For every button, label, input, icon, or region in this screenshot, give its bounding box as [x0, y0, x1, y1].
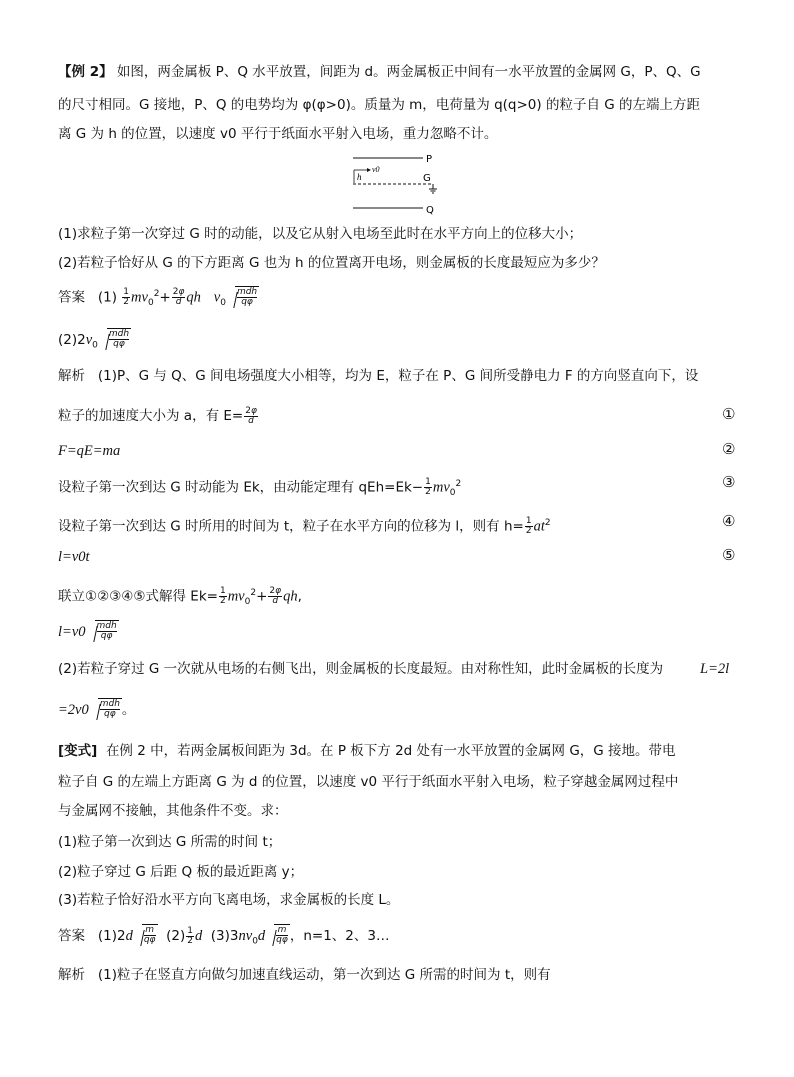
equation-number-1: ①	[722, 405, 736, 423]
variant-question-3: (3)若粒子恰好沿水平方向飞离电场，求金属板的长度 L。	[58, 892, 400, 908]
equation-number-2: ②	[722, 440, 736, 458]
variant-analysis-label: 解析	[58, 967, 85, 983]
equation-2: F=qE=ma	[58, 443, 121, 459]
analysis-line-8: =2v0 mdh qφ 。	[58, 698, 135, 722]
analysis-line-1: 解析 (1)P、G 与 Q、G 间电场强度大小相等，均为 E，粒子在 P、G 间所受静电力 F 的方向竖直向下，设	[58, 368, 699, 384]
question-2: (2)若粒子恰好从 G 的下方距离 G 也为 h 的位置离开电场，则金属板的长度最短应为多少？	[58, 255, 605, 271]
plates-diagram	[345, 150, 455, 220]
analysis-line-2: 粒子的加速度大小为 a，有 E= $\frac{2\varphi}{d}$	[58, 405, 257, 426]
variant-line-3: 与金属网不接触，其他条件不变。求：	[58, 803, 288, 819]
example-tag: 【例 2】	[58, 64, 113, 80]
variant-analysis: 解析 (1)粒子在竖直方向做匀加速直线运动，第一次到达 G 所需的时间为 t，则有	[58, 967, 551, 983]
sqrt-md-h-over-q-phi: mdh qφ	[226, 286, 259, 310]
variant-answer-label: 答案	[58, 928, 85, 944]
variant-line-1: [变式] 在例 2 中，若两金属板间距为 3d。在 P 板下方 2d 处有一水平放置的金属网 G，G 接地。带电	[58, 743, 676, 759]
variant-question-1: (1)粒子第一次到达 G 所需的时间 t；	[58, 834, 282, 850]
equation-5: l=v0t	[58, 549, 90, 565]
equation-number-4: ④	[722, 512, 736, 530]
analysis-line-7: (2)若粒子穿过 G 一次就从电场的右侧飞出，则金属板的长度最短。由对称性知，此时金属板的长度为	[58, 661, 664, 677]
example-intro-line-3: 离 G 为 h 的位置，以速度 v0 平行于纸面水平射入电场，重力忽略不计。	[58, 126, 498, 142]
analysis-line-3: 设粒子第一次到达 G 时动能为 Ek，由动能定理有 qEh=Ek− $\frac{1}{2}$ $mv_0^2$	[58, 477, 462, 499]
variant-question-2: (2)粒子穿过 G 后距 Q 板的最近距离 y；	[58, 864, 304, 880]
equation-number-3: ③	[722, 473, 736, 491]
example-intro-line-1: 【例 2】 如图，两金属板 P、Q 水平放置，间距为 d。两金属板正中间有一水平放置的金属网 G，P、Q、G	[58, 64, 701, 80]
equation-number-5: ⑤	[722, 546, 736, 564]
answer-line-1: 答案 (1) $\frac{1}{2}$ $mv_0^2+$ $\frac{2\varphi}{d}$ qh $v_0$ mdh qφ	[58, 286, 258, 309]
label-q: Q	[426, 205, 434, 216]
question-1: (1)求粒子第一次穿过 G 时的动能，以及它从射入电场至此时在水平方向上的位移大小；	[58, 226, 583, 242]
answer-line-2: $(2)2v_0$ mdh qφ	[58, 329, 130, 351]
variant-tag: [变式]	[58, 743, 98, 759]
example-intro-line-2: 的尺寸相同。G 接地，P、Q 的电势均为 φ(φ>0)。质量为 m，电荷量为 q(q>0) 的粒子自 G 的左端上方距	[58, 97, 700, 113]
label-g: G	[423, 173, 431, 184]
analysis-line-5: 联立①②③④⑤式解得 Ek= $\frac{1}{2}$ $mv_0^2+$ $\frac{2\varphi}{d}$ qh,	[58, 586, 302, 608]
analysis-line-4: 设粒子第一次到达 G 时所用的时间为 t，粒子在水平方向的位移为 l，则有 h= $\frac{1}{2}$ $at^2$	[58, 516, 551, 536]
analysis-label: 解析	[58, 368, 85, 384]
answer-label: 答案	[58, 289, 85, 306]
label-v0: v0	[372, 165, 380, 174]
variant-line-2: 粒子自 G 的左端上方距离 G 为 d 的位置，以速度 v0 平行于纸面水平射入电场，粒子穿越金属网过程中	[58, 774, 679, 790]
variant-answer: 答案 (1)2d $\frac{m}{q\varphi}$ (2) $\frac{1}{2}$ d $(3)3nv_0d$ $\frac{m}{q\varphi}$ ，n=1、2、3…	[58, 925, 390, 947]
analysis-line-6: l=v0 mdh qφ	[58, 620, 119, 644]
label-h: h	[357, 172, 362, 182]
analysis-line-7b: L=2l	[700, 661, 730, 677]
label-p: P	[426, 154, 433, 165]
